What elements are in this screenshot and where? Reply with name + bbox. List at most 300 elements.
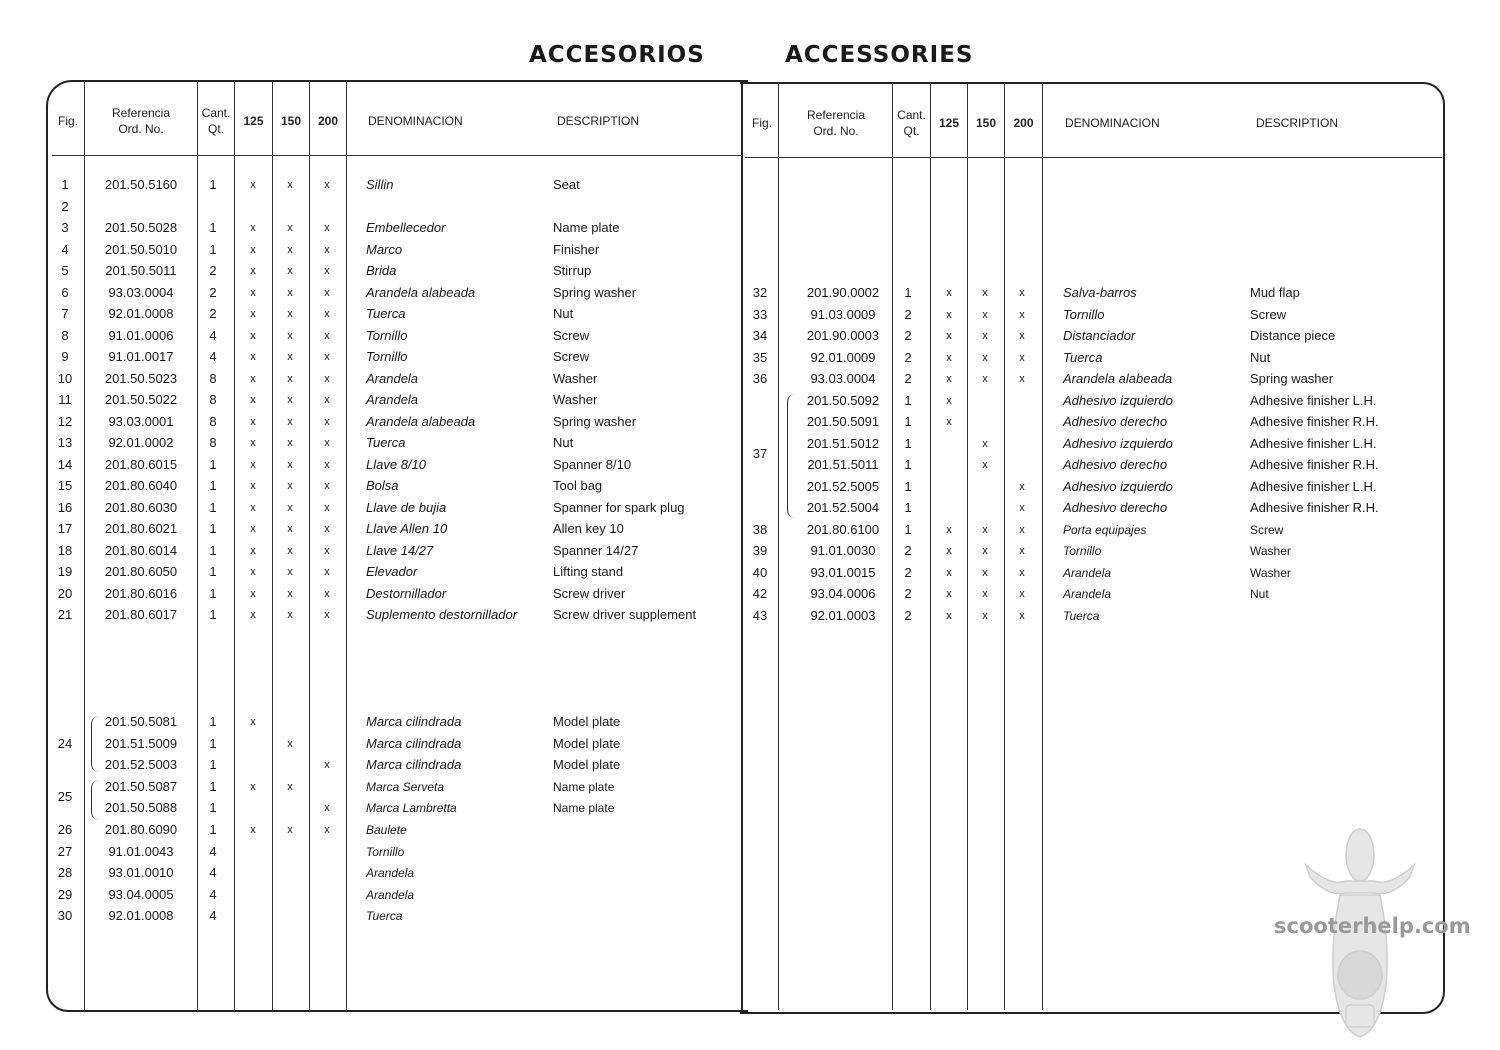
row-fig: 2 — [61, 198, 69, 214]
row-description: Washer — [1250, 565, 1291, 580]
row-ref-number: 93.03.0004 — [108, 284, 174, 300]
row-denominacion: Arandela alabeada — [366, 284, 476, 300]
row-mark-125: x — [250, 437, 256, 449]
row-description: Spanner 14/27 — [553, 542, 639, 558]
right-col-divider — [778, 84, 779, 1010]
row-fig: 33 — [752, 306, 768, 322]
row-fig: 8 — [61, 327, 69, 343]
row-mark-200: x — [324, 587, 330, 600]
row-denominacion: Arandela — [366, 392, 419, 407]
row-mark-200: x — [324, 523, 330, 535]
row-description: Model plate — [553, 735, 621, 751]
row-ref-number: 201.50.5092 — [806, 392, 880, 408]
row-mark-150: x — [287, 824, 293, 836]
row-description: Nut — [553, 435, 574, 450]
row-ref-number: 93.04.0006 — [810, 586, 876, 601]
row-quantity: 8 — [209, 435, 217, 450]
row-denominacion: Tornillo — [366, 327, 408, 343]
row-ref-number: 201.90.0002 — [806, 285, 880, 300]
row-denominacion: Tornillo — [1063, 306, 1105, 322]
row-description: Tool bag — [553, 478, 603, 493]
row-denominacion: Arandela — [366, 370, 419, 386]
row-fig: 9 — [61, 349, 69, 364]
row-quantity: 4 — [209, 865, 217, 881]
header-ref-line1: Referencia — [806, 108, 866, 122]
row-quantity: 1 — [904, 478, 912, 494]
row-ref-number: 93.01.0010 — [108, 865, 174, 881]
row-mark-125: x — [250, 179, 256, 191]
row-mark-150: x — [287, 458, 293, 471]
row-mark-200: x — [1019, 308, 1025, 321]
header-qty-line1: Cant. — [201, 106, 231, 120]
row-denominacion: Llave 8/10 — [366, 456, 426, 472]
row-description: Stirrup — [553, 263, 592, 278]
row-mark-125: x — [250, 587, 256, 600]
right-col-divider — [930, 84, 931, 1010]
page-title-es: ACCESORIOS — [529, 42, 705, 68]
row-mark-150: x — [287, 415, 293, 428]
row-fig: 39 — [752, 543, 768, 558]
row-mark-200: x — [324, 179, 330, 191]
header-ref-line2: Ord. No. — [813, 124, 859, 138]
row-mark-125: x — [250, 286, 256, 299]
row-denominacion: Llave 14/27 — [366, 542, 434, 558]
row-quantity: 2 — [904, 306, 912, 322]
row-mark-150: x — [287, 286, 293, 299]
row-description: Seat — [553, 177, 580, 192]
row-quantity: 1 — [904, 435, 912, 451]
row-mark-200: x — [324, 609, 330, 621]
row-ref-number: 92.01.0008 — [108, 908, 174, 924]
row-fig: 21 — [57, 607, 73, 622]
row-quantity: 2 — [209, 284, 217, 300]
row-mark-200: x — [1019, 351, 1025, 364]
row-ref-number: 201.50.5081 — [104, 714, 178, 729]
row-fig: 36 — [752, 371, 768, 386]
row-denominacion: Salva-barros — [1063, 285, 1137, 300]
row-quantity: 1 — [904, 521, 912, 537]
row-mark-200: x — [324, 415, 330, 428]
row-fig: 6 — [61, 284, 69, 300]
row-fig: 11 — [58, 392, 72, 407]
row-mark-200: x — [324, 222, 330, 234]
row-mark-150: x — [287, 329, 293, 342]
row-fig: 5 — [61, 263, 69, 278]
row-denominacion: Arandela — [1063, 587, 1112, 601]
header-200: 200 — [317, 114, 339, 128]
row-ref-number: 201.80.6017 — [104, 607, 178, 622]
row-quantity: 4 — [209, 349, 217, 364]
row-mark-125: x — [250, 544, 256, 557]
row-denominacion: Llave Allen 10 — [366, 521, 448, 536]
row-quantity: 1 — [209, 822, 217, 837]
row-quantity: 1 — [904, 500, 912, 515]
row-description: Washer — [1250, 544, 1291, 558]
header-fig: Fig. — [57, 114, 78, 128]
row-fig: 16 — [57, 499, 73, 515]
row-mark-200: x — [324, 351, 330, 363]
row-mark-125: x — [250, 394, 256, 406]
right-col-divider — [1042, 84, 1043, 1010]
row-quantity: 1 — [209, 778, 217, 794]
row-denominacion: Marco — [366, 241, 403, 257]
header-150-right: 150 — [975, 116, 997, 130]
row-mark-200: x — [1019, 545, 1025, 557]
row-denominacion: Tuerca — [366, 435, 406, 450]
row-ref-number: 201.50.5023 — [104, 370, 178, 386]
header-qty-line2: Qt. — [207, 122, 224, 136]
row-description: Spanner 8/10 — [553, 456, 632, 472]
row-mark-200: x — [324, 566, 330, 578]
row-mark-150: x — [287, 544, 293, 557]
row-description: Screw — [1250, 306, 1287, 322]
row-fig: 15 — [57, 478, 73, 493]
row-ref-number: 201.50.5022 — [104, 392, 178, 407]
row-mark-125: x — [250, 609, 256, 621]
header-ref — [86, 105, 196, 137]
row-denominacion: Tornillo — [1063, 544, 1102, 558]
row-ref-number: 92.01.0002 — [108, 435, 174, 450]
row-denominacion: Tornillo — [366, 844, 405, 859]
row-fig: 10 — [57, 370, 73, 386]
row-denominacion: Tuerca — [1063, 349, 1103, 365]
row-mark-150: x — [287, 243, 293, 256]
row-description: Spanner for spark plug — [553, 499, 685, 515]
row-mark-200: x — [1019, 566, 1025, 579]
row-fig: 34 — [752, 328, 768, 343]
row-ref-number: 201.80.6040 — [104, 478, 178, 493]
row-mark-150: x — [982, 459, 988, 471]
row-ref-number: 91.03.0009 — [810, 306, 876, 322]
row-description: Nut — [553, 306, 574, 321]
row-fig: 38 — [752, 521, 768, 537]
row-mark-150: x — [287, 737, 293, 750]
row-mark-200: x — [324, 759, 330, 772]
row-quantity: 1 — [209, 521, 217, 536]
row-quantity: 1 — [209, 220, 217, 235]
row-quantity: 2 — [209, 306, 217, 321]
row-ref-number: 201.80.6015 — [104, 456, 178, 472]
row-denominacion: Adhesivo derecho — [1063, 457, 1168, 472]
fig-25-bracket — [91, 780, 100, 820]
row-denominacion: Elevador — [366, 564, 418, 579]
header-description-right: DESCRIPTION — [1256, 116, 1339, 130]
row-description: Adhesive finisher L.H. — [1250, 392, 1377, 408]
row-description: Adhesive finisher R.H. — [1250, 457, 1379, 472]
row-quantity: 1 — [209, 542, 217, 558]
row-mark-200: x — [324, 437, 330, 449]
header-150: 150 — [280, 114, 302, 128]
row-mark-200: x — [324, 544, 330, 557]
row-mark-150: x — [982, 351, 988, 364]
row-ref-number: 201.50.5088 — [104, 800, 178, 816]
row-denominacion: Distanciador — [1063, 328, 1136, 343]
row-ref-number: 93.01.0015 — [810, 564, 876, 580]
header-denominacion: DENOMINACION — [368, 114, 463, 128]
row-denominacion: Adhesivo izquierdo — [1063, 435, 1173, 451]
row-ref-number: 201.50.5160 — [104, 177, 178, 192]
row-description: Spring washer — [553, 284, 637, 300]
row-mark-150: x — [287, 587, 293, 600]
fig-37-bracket — [787, 394, 796, 518]
row-mark-150: x — [982, 566, 988, 579]
row-mark-125: x — [946, 545, 952, 557]
row-denominacion: Adhesivo derecho — [1063, 500, 1168, 515]
row-fig: 19 — [57, 564, 73, 579]
left-col-divider — [309, 82, 310, 1010]
row-ref-number: 201.90.0003 — [806, 328, 880, 343]
row-mark-150: x — [287, 566, 293, 578]
header-ref-right — [780, 107, 892, 139]
row-denominacion: Adhesivo izquierdo — [1063, 392, 1173, 408]
row-ref-number: 201.50.5091 — [806, 414, 880, 429]
row-fig: 12 — [57, 413, 73, 429]
row-mark-125: x — [250, 824, 256, 836]
header-125-right: 125 — [938, 116, 960, 130]
row-ref-number: 91.01.0017 — [108, 349, 174, 364]
row-mark-125: x — [946, 416, 952, 428]
left-col-divider — [346, 82, 347, 1010]
row-ref-number: 201.51.5011 — [807, 457, 879, 472]
row-description: Finisher — [553, 241, 600, 257]
row-mark-200: x — [1019, 588, 1025, 600]
row-mark-200: x — [324, 308, 330, 320]
row-denominacion: Arandela alabeada — [1063, 371, 1173, 386]
row-description: Adhesive finisher L.H. — [1250, 478, 1377, 494]
row-mark-200: x — [324, 265, 330, 277]
row-quantity: 1 — [209, 735, 217, 751]
row-mark-200: x — [324, 458, 330, 471]
row-denominacion: Baulete — [366, 823, 407, 837]
row-denominacion: Sillin — [366, 177, 394, 192]
row-denominacion: Tuerca — [366, 306, 406, 321]
row-ref-number: 92.01.0003 — [810, 607, 876, 623]
row-mark-125: x — [250, 458, 256, 471]
row-mark-200: x — [1019, 373, 1025, 385]
row-mark-150: x — [287, 523, 293, 535]
row-ref-number: 201.50.5087 — [104, 778, 178, 794]
row-quantity: 8 — [209, 370, 217, 386]
row-denominacion: Brida — [366, 263, 397, 278]
row-mark-200: x — [324, 243, 330, 256]
row-denominacion: Adhesivo derecho — [1063, 414, 1168, 429]
row-quantity: 1 — [209, 800, 217, 816]
row-description: Name plate — [553, 801, 615, 816]
row-ref-number: 92.01.0009 — [810, 349, 876, 365]
row-fig: 30 — [57, 908, 73, 924]
left-col-divider — [234, 82, 235, 1010]
row-fig: 28 — [57, 865, 73, 881]
row-mark-200: x — [324, 372, 330, 385]
header-qty-right — [893, 107, 930, 139]
row-denominacion: Arandela — [366, 887, 415, 902]
row-denominacion: Tuerca — [1063, 608, 1100, 623]
header-qty-line2: Qt. — [903, 124, 920, 138]
row-mark-125: x — [946, 351, 952, 364]
row-quantity: 1 — [209, 757, 217, 773]
header-ref-line2: Ord. No. — [118, 122, 164, 136]
row-denominacion: Llave de bujia — [366, 499, 447, 515]
row-quantity: 1 — [209, 456, 217, 472]
row-mark-150: x — [287, 222, 293, 234]
row-quantity: 4 — [209, 327, 217, 343]
row-mark-200: x — [324, 329, 330, 342]
row-mark-150: x — [287, 265, 293, 277]
row-mark-125: x — [250, 243, 256, 256]
row-mark-150: x — [982, 330, 988, 342]
row-mark-200: x — [1019, 502, 1025, 514]
row-description: Adhesive finisher R.H. — [1250, 500, 1379, 515]
row-ref-number: 201.50.5028 — [104, 220, 178, 235]
row-ref-number: 201.80.6090 — [104, 822, 178, 837]
row-fig: 27 — [57, 843, 73, 859]
row-mark-125: x — [946, 330, 952, 342]
row-quantity: 8 — [209, 392, 217, 407]
row-description: Screw — [553, 327, 590, 343]
row-quantity: 2 — [904, 607, 912, 623]
left-col-divider — [197, 82, 198, 1010]
row-denominacion: Marca cilindrada — [366, 757, 462, 773]
row-quantity: 1 — [904, 457, 912, 472]
row-fig: 35 — [752, 349, 768, 365]
row-mark-125: x — [250, 523, 256, 535]
header-qty-line1: Cant. — [897, 108, 926, 122]
row-denominacion: Marca cilindrada — [366, 735, 462, 751]
row-mark-200: x — [1019, 480, 1025, 493]
row-mark-150: x — [982, 437, 988, 450]
row-mark-125: x — [946, 308, 952, 321]
row-quantity: 1 — [209, 564, 217, 579]
row-denominacion: Porta equipajes — [1063, 522, 1147, 537]
row-ref-number: 201.80.6016 — [104, 585, 178, 601]
row-mark-200: x — [324, 394, 330, 406]
row-mark-200: x — [324, 286, 330, 299]
row-quantity: 1 — [209, 714, 217, 729]
row-description: Name plate — [553, 220, 620, 235]
row-mark-200: x — [324, 480, 330, 492]
row-mark-150: x — [287, 780, 293, 793]
row-fig: 14 — [57, 456, 73, 472]
row-mark-200: x — [324, 802, 330, 815]
row-quantity: 4 — [209, 886, 217, 902]
row-denominacion: Adhesivo izquierdo — [1063, 478, 1173, 494]
row-denominacion: Destornillador — [366, 585, 447, 601]
row-fig: 4 — [61, 241, 69, 257]
row-quantity: 1 — [209, 585, 217, 601]
row-description: Name plate — [553, 779, 615, 794]
row-ref-number: 92.01.0008 — [108, 306, 174, 321]
row-quantity: 2 — [904, 328, 912, 343]
row-description: Adhesive finisher L.H. — [1250, 435, 1377, 451]
row-mark-200: x — [1019, 609, 1025, 622]
row-quantity: 2 — [904, 543, 912, 558]
row-description: Washer — [553, 370, 598, 386]
row-mark-150: x — [287, 501, 293, 514]
row-denominacion: Marca Serveta — [366, 779, 445, 794]
row-ref-number: 93.03.0004 — [810, 371, 876, 386]
row-fig: 26 — [57, 822, 73, 837]
row-description: Adhesive finisher R.H. — [1250, 414, 1379, 429]
row-description: Lifting stand — [553, 564, 624, 579]
row-mark-125: x — [946, 566, 952, 579]
header-ref-line1: Referencia — [111, 106, 171, 120]
row-quantity: 1 — [209, 478, 217, 493]
row-fig: 42 — [752, 586, 768, 601]
row-fig: 24 — [57, 735, 73, 751]
row-quantity: 2 — [904, 586, 912, 601]
row-mark-200: x — [1019, 523, 1025, 536]
row-quantity: 2 — [904, 371, 912, 386]
row-ref-number: 201.80.6014 — [104, 542, 178, 558]
row-fig: 18 — [57, 542, 73, 558]
row-fig: 17 — [57, 521, 73, 536]
row-ref-number: 201.50.5010 — [104, 241, 178, 257]
row-quantity: 4 — [209, 843, 217, 859]
row-quantity: 8 — [209, 413, 217, 429]
row-denominacion: Tuerca — [366, 909, 403, 924]
row-quantity: 2 — [904, 564, 912, 580]
row-mark-125: x — [250, 415, 256, 428]
row-description: Distance piece — [1250, 328, 1336, 343]
row-mark-150: x — [982, 287, 988, 299]
row-mark-150: x — [982, 308, 988, 321]
row-mark-125: x — [250, 329, 256, 342]
row-quantity: 1 — [209, 499, 217, 515]
row-description: Screw driver — [553, 585, 626, 601]
row-mark-150: x — [982, 373, 988, 385]
row-ref-number: 91.01.0030 — [810, 543, 876, 558]
row-mark-150: x — [287, 394, 293, 406]
row-mark-150: x — [982, 588, 988, 600]
row-description: Allen key 10 — [553, 521, 624, 536]
row-description: Screw driver supplement — [553, 607, 697, 622]
row-ref-number: 201.52.5004 — [806, 500, 880, 515]
header-200-right: 200 — [1013, 116, 1034, 130]
row-mark-150: x — [287, 308, 293, 320]
row-denominacion: Tornillo — [366, 349, 408, 364]
row-quantity: 1 — [209, 607, 217, 622]
row-mark-150: x — [982, 523, 988, 536]
row-ref-number: 201.50.5011 — [105, 263, 177, 278]
row-description: Model plate — [553, 757, 621, 773]
row-denominacion: Marca cilindrada — [366, 714, 462, 729]
row-ref-number: 91.01.0006 — [108, 327, 174, 343]
fig-25-label: 25 — [57, 789, 73, 804]
left-col-divider — [84, 82, 85, 1010]
header-denominacion-right: DENOMINACION — [1065, 116, 1160, 130]
row-description: Mud flap — [1250, 285, 1300, 300]
row-mark-200: x — [324, 824, 330, 836]
header-125: 125 — [243, 114, 264, 128]
right-col-divider — [1004, 84, 1005, 1010]
row-denominacion: Arandela — [366, 866, 415, 881]
row-mark-125: x — [250, 566, 256, 578]
row-quantity: 1 — [209, 177, 217, 192]
row-quantity: 1 — [904, 392, 912, 408]
row-denominacion: Marca Lambretta — [366, 801, 457, 816]
center-divider — [741, 80, 743, 1012]
row-quantity: 2 — [904, 349, 912, 365]
row-ref-number: 201.52.5003 — [104, 757, 178, 773]
row-mark-125: x — [250, 308, 256, 320]
row-ref-number: 201.80.6100 — [806, 521, 880, 537]
row-description: Nut — [1250, 587, 1269, 601]
row-mark-125: x — [250, 780, 256, 793]
right-col-divider — [967, 84, 968, 1010]
row-denominacion: Bolsa — [366, 478, 399, 493]
header-description: DESCRIPTION — [557, 114, 640, 128]
row-ref-number: 201.51.5012 — [806, 435, 880, 451]
